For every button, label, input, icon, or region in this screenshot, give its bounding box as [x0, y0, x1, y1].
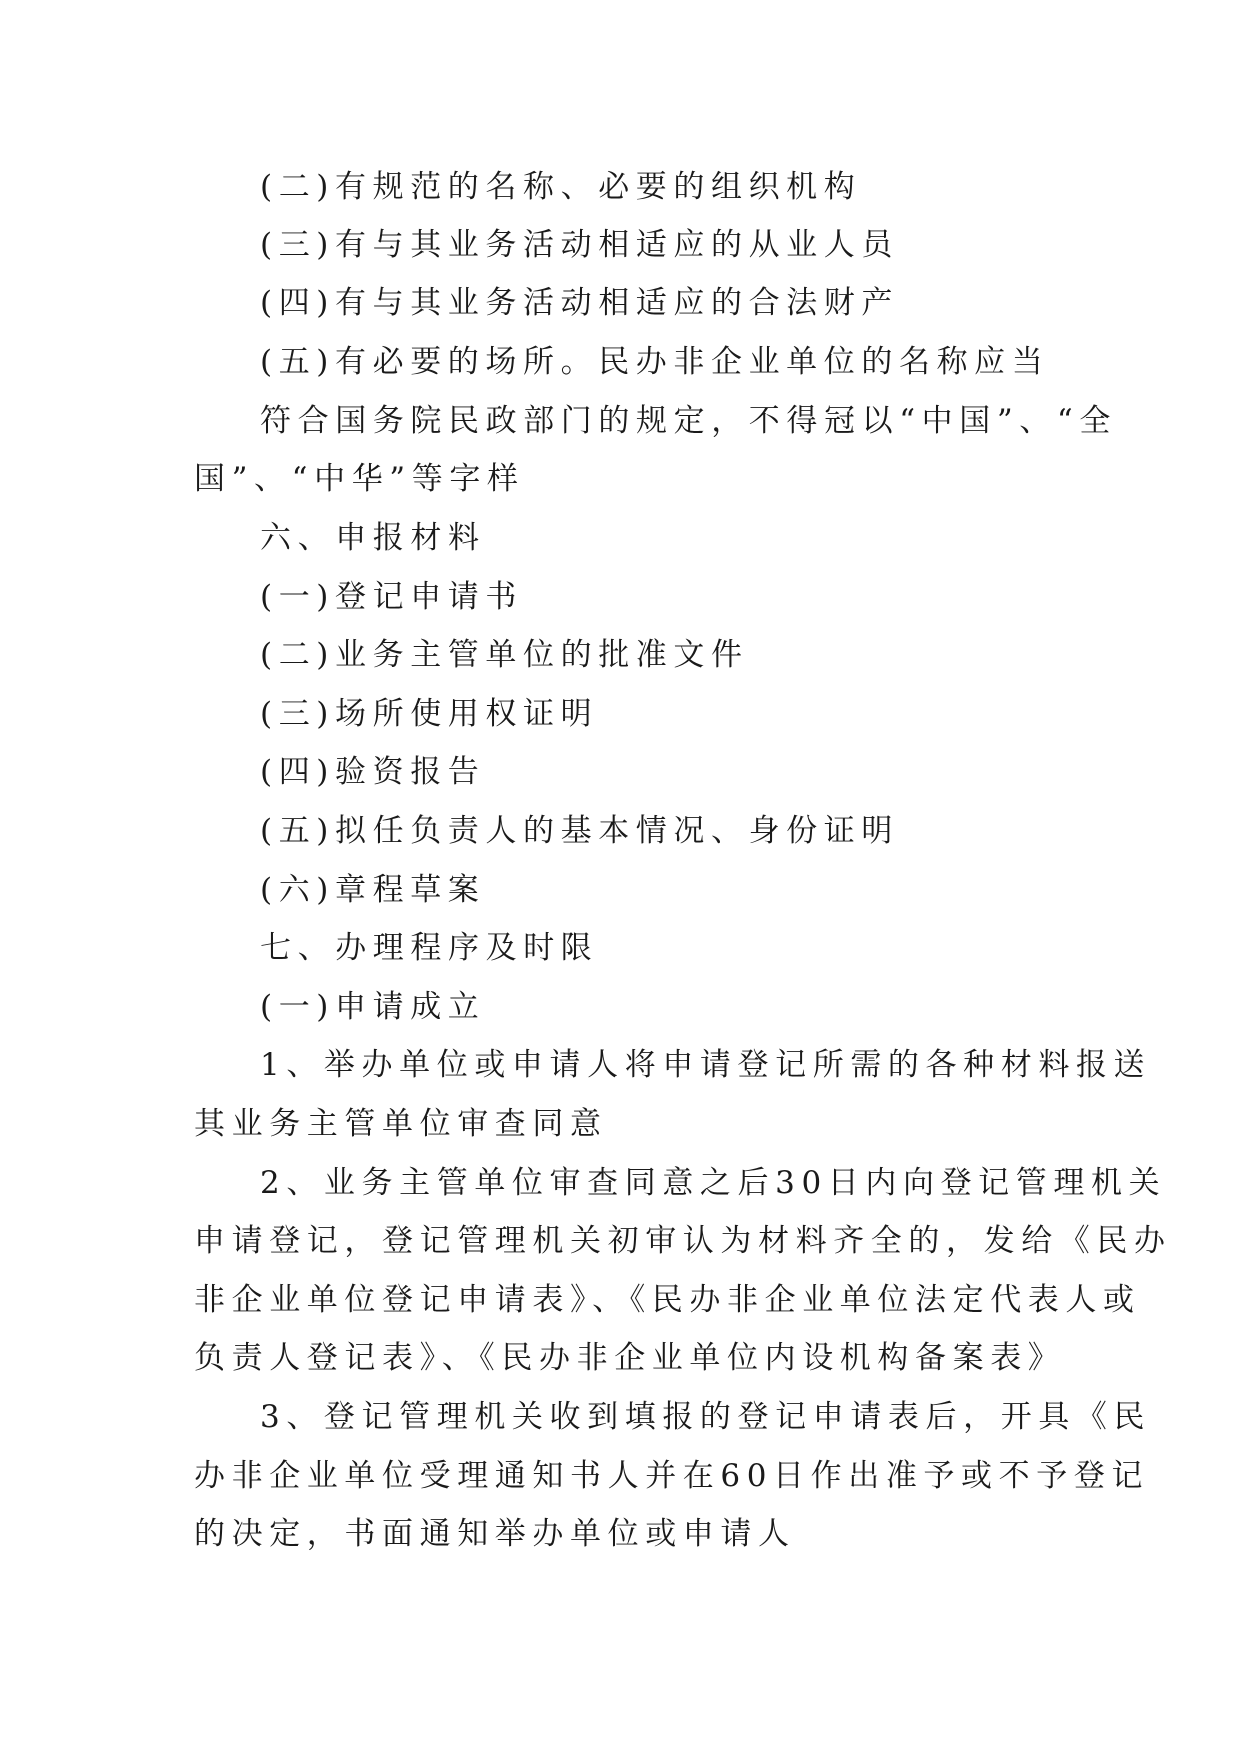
section-heading: 六、申报材料: [260, 520, 486, 556]
text-line: (三)有与其业务活动相适应的从业人员: [260, 227, 899, 263]
text-line: 符合国务院民政部门的规定，不得冠以“中国”、“全: [260, 403, 1117, 439]
text-line: (五)有必要的场所。民办非企业单位的名称应当: [260, 344, 1050, 380]
list-item: (三)场所使用权证明: [260, 696, 599, 732]
list-item: (一)登记申请书: [260, 579, 523, 615]
text-line: 1、举办单位或申请人将申请登记所需的各种材料报送: [260, 1047, 1152, 1083]
section-heading: 七、办理程序及时限: [260, 930, 599, 966]
text-line: 申请登记，登记管理机关初审认为材料齐全的，发给《民办: [194, 1223, 1172, 1259]
list-item: (六)章程草案: [260, 872, 486, 908]
list-item: (四)验资报告: [260, 754, 486, 790]
text-line: 其业务主管单位审查同意: [194, 1106, 608, 1142]
text-line: 的决定，书面通知举办单位或申请人: [194, 1516, 796, 1552]
text-line: 3、登记管理机关收到填报的登记申请表后，开具《民: [260, 1399, 1152, 1435]
subsection-heading: (一)申请成立: [260, 989, 486, 1025]
text-line: 办非企业单位受理通知书人并在60日作出准予或不予登记: [194, 1458, 1150, 1494]
text-line: 非企业单位登记申请表》、《民办非企业单位法定代表人或: [194, 1282, 1141, 1318]
text-line: 国”、“中华”等字样: [194, 461, 525, 497]
text-line: (四)有与其业务活动相适应的合法财产: [260, 285, 899, 321]
text-line: 负责人登记表》、《民办非企业单位内设机构备案表》: [194, 1340, 1066, 1376]
text-line: (二)有规范的名称、必要的组织机构: [260, 169, 862, 205]
list-item: (二)业务主管单位的批准文件: [260, 637, 749, 673]
text-line: 2、业务主管单位审查同意之后30日内向登记管理机关: [260, 1165, 1167, 1201]
list-item: (五)拟任负责人的基本情况、身份证明: [260, 813, 899, 849]
